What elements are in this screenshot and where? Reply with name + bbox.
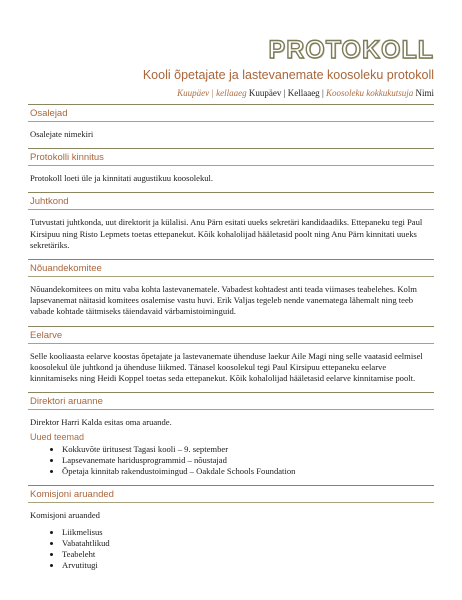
section-heading: Komisjoni aruanded [28, 485, 434, 503]
organizer-value: Nimi [415, 88, 434, 98]
list-item: • Teabeleht [62, 549, 434, 560]
section-director-report [28, 392, 434, 485]
section-text: Tutvustati juhtkonda, uut direktorit ja külalisi. Anu Pärn esitati uueks sekretäri kandidaadiks. Ettepaneku tegi Paul Kirsipuu ning Risto Lepmets toetas ettepanekut. Kõik kohalolijad hääletasid poolt ning Anu Pärn kinnitati uueks sekretäriks. [30, 217, 423, 250]
section-budget [28, 326, 434, 393]
committee-list [28, 527, 434, 571]
section-heading: Nõuandekomitee [28, 259, 434, 277]
section-text: Osalejate nimekiri [30, 129, 94, 139]
section-text: Protokoll loeti üle ja kinnitati augustikuu koosolekul. [30, 173, 214, 184]
new-topics-list [28, 444, 434, 485]
list-item: • Lapsevanemate haridusprogrammid – nõustajad [62, 455, 434, 466]
meeting-meta: Kuupäev | kellaaeg Kuupäev | Kellaaeg | Koosoleku kokkukutsuja Nimi [177, 88, 434, 98]
section-text: Selle kooliaasta eelarve koostas õpetajate ja lastevanemate ühenduse laekur Aile Magi ning selle vaatasid eelmisel koosolekul üle juhtkond ja ühenduse liikmed. Tänasel koosolekul tegi Paul Kirsipuu ettepaneku eelarve kinnitamiseks ning Heidi Koppel toetas seda ettepanekut. Kõik kohalolijad hääletasid eelarve kinnitamise poolt. [30, 350, 423, 384]
section-attendees [28, 104, 434, 148]
date-value: Kuupäev [248, 88, 282, 98]
list-item: • Vabatahtlikud [62, 538, 434, 549]
section-leadership [28, 192, 434, 259]
section-council [28, 259, 434, 326]
section-heading: Juhtkond [28, 192, 434, 210]
list-item: • Arvutitugi [62, 560, 434, 571]
date-label: Kuupäev [177, 88, 210, 98]
section-approval [28, 148, 434, 192]
list-item: • Õpetaja kinnitab rakendustoimingud – Oakdale Schools Foundation [62, 466, 434, 477]
section-heading: Eelarve [28, 326, 434, 344]
section-text: Komisjoni aruanded [30, 510, 100, 521]
document-title: PROTOKOLL [268, 36, 434, 64]
section-heading: Protokolli kinnitus [28, 148, 434, 166]
document-subtitle: Kooli õpetajate ja lastevanemate koosoleku protokoll [142, 68, 434, 82]
time-label: kellaaeg [216, 88, 247, 98]
list-item: • Liikmelisus [62, 527, 434, 538]
section-text: Direktor Harri Kalda esitas oma aruande. [30, 417, 172, 428]
list-item: • Kokkuvõte üritusest Tagasi kooli – 9. september [62, 444, 434, 455]
time-value: Kellaaeg [287, 88, 320, 98]
organizer-label: Koosoleku kokkukutsuja [326, 88, 414, 98]
section-heading: Osalejad [28, 104, 434, 122]
subsection-heading: Uued teemad [30, 432, 85, 443]
minutes-content [28, 104, 434, 571]
section-heading: Direktori aruanne [28, 392, 434, 410]
section-text: Nõuandekomitees on mitu vaba kohta lastevanematele. Vabadest kohtadest anti teada viimases teabelehes. Kolm lapsevanemat näitasid komitees osalemise vastu huvi. Erik Valjas tegeleb nende vanematega lähemalt ning teeb vabade kohtade täitmiseks täiendavaid värbamistoiminguid. [30, 284, 417, 317]
section-committee-reports [28, 485, 434, 570]
